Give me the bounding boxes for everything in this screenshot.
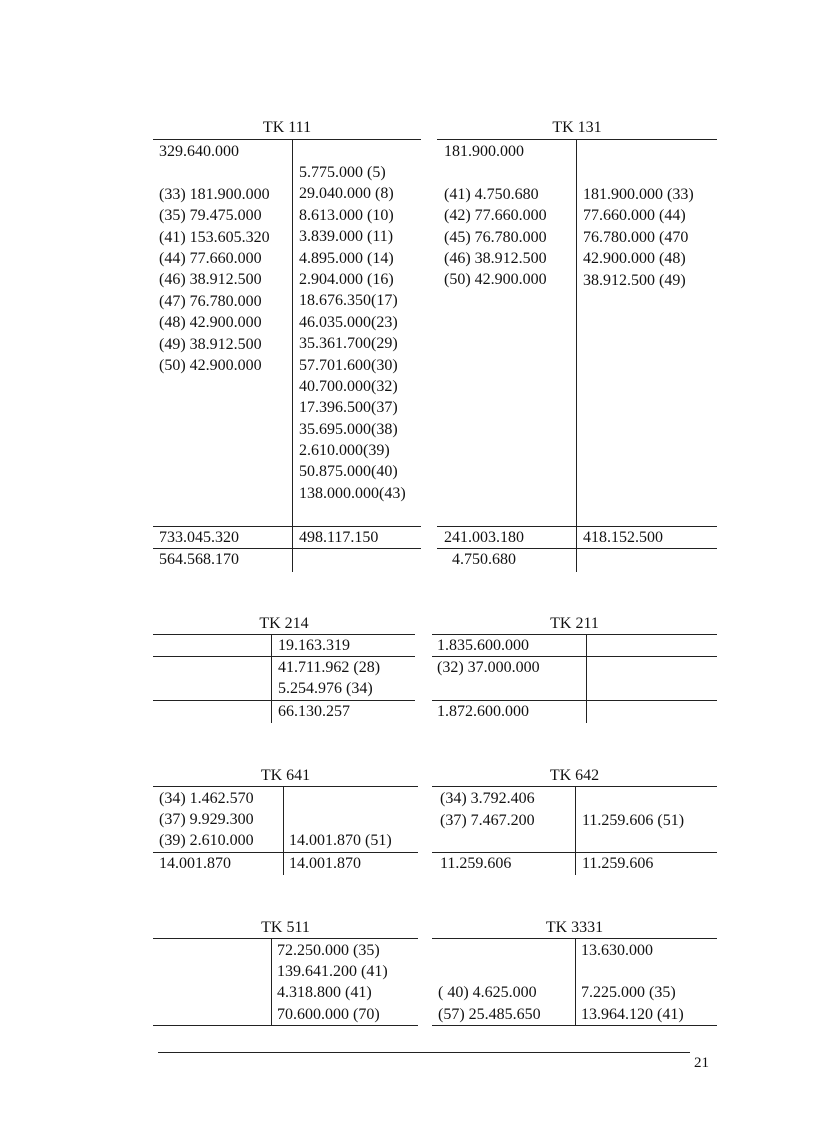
- closing-balance: 1.872.600.000: [437, 703, 529, 720]
- account-tk211: [432, 614, 717, 724]
- total-credit: 418.152.500: [583, 529, 663, 546]
- credit-entry: 8.613.000 (10): [299, 206, 394, 224]
- credit-entry: 5.775.000 (5): [299, 164, 386, 181]
- total-credit: 14.001.870: [289, 855, 361, 872]
- credit-entry: 40.700.000(32): [299, 377, 398, 395]
- header-line: [153, 786, 418, 787]
- account-tk214: [153, 614, 415, 724]
- total-credit: 11.259.606: [582, 855, 654, 872]
- account-tk511: [153, 918, 418, 1028]
- total-debit: 733.045.320: [159, 529, 239, 546]
- debit-entry: (35) 79.475.000: [159, 207, 262, 225]
- opening-balance: 181.900.000: [444, 143, 524, 160]
- credit-entry: 11.259.606 (51): [582, 812, 685, 829]
- header-line: [153, 139, 421, 140]
- credit-entry: 35.695.000(38): [299, 420, 398, 438]
- credit-entry: 18.676.350(17): [299, 292, 398, 310]
- divider-line: [271, 634, 272, 723]
- divider-line: [271, 938, 272, 1025]
- debit-entry: (34) 1.462.570: [159, 790, 254, 807]
- credit-entry: 4.318.800 (41): [277, 984, 372, 1001]
- footer-rule: [158, 1052, 690, 1053]
- debit-entry: (37) 9.929.300: [159, 811, 254, 828]
- credit-entry: 57.701.600(30): [299, 356, 398, 374]
- divider-line: [283, 786, 284, 875]
- account-tk642: [432, 766, 717, 876]
- debit-entry: (46) 38.912.500: [159, 271, 262, 289]
- debit-entry: (47) 76.780.000: [159, 292, 262, 310]
- opening-balance: 19.163.319: [278, 637, 350, 654]
- debit-entry: (46) 38.912.500: [444, 249, 547, 267]
- credit-entry: 70.600.000 (70): [277, 1006, 380, 1023]
- credit-entry: 181.900.000 (33): [583, 186, 694, 203]
- account-tk3331: [432, 918, 717, 1028]
- debit-entry: (37) 7.467.200: [440, 812, 535, 829]
- opening-balance: 1.835.600.000: [437, 637, 529, 654]
- closing-balance: 66.130.257: [278, 703, 350, 720]
- bottom-line: [432, 1025, 717, 1026]
- divider-line: [576, 139, 577, 572]
- opening-balance: 13.630.000: [581, 942, 653, 959]
- page-number: 21: [694, 1055, 709, 1071]
- total-debit: 241.003.180: [444, 529, 524, 546]
- divider-line: [586, 634, 587, 723]
- credit-entry: 13.964.120 (41): [581, 1006, 684, 1023]
- debit-column: [159, 141, 270, 376]
- credit-column: [299, 162, 406, 504]
- credit-entry: 38.912.500 (49): [583, 271, 686, 289]
- credit-entry: 3.839.000 (11): [299, 228, 394, 246]
- debit-entry: (39) 2.610.000: [159, 832, 254, 849]
- account-title: TK 211: [550, 615, 599, 632]
- debit-entry: (41) 4.750.680: [444, 185, 539, 203]
- credit-entry: 46.035.000(23): [299, 313, 398, 331]
- debit-column: [444, 141, 547, 291]
- credit-entry: 139.641.200 (41): [277, 963, 388, 980]
- credit-column: [583, 184, 694, 291]
- debit-entry: (48) 42.900.000: [159, 314, 262, 332]
- debit-entry: (34) 3.792.406: [440, 790, 535, 807]
- total-debit: 14.001.870: [159, 855, 231, 872]
- closing-balance: 564.568.170: [159, 551, 239, 568]
- debit-entry: (50) 42.900.000: [159, 356, 262, 374]
- account-title: TK 3331: [545, 919, 604, 936]
- debit-entry: (41) 153.605.320: [159, 228, 270, 246]
- credit-entry: 7.225.000 (35): [581, 984, 676, 1001]
- account-tk111: [153, 118, 421, 573]
- credit-entry: 2.904.000 (16): [299, 270, 394, 288]
- closing-balance: 4.750.680: [452, 551, 516, 568]
- divider-line: [575, 938, 576, 1025]
- credit-entry: 76.780.000 (470: [583, 228, 689, 246]
- header-line: [437, 139, 717, 140]
- credit-entry: 35.361.700(29): [299, 335, 398, 353]
- account-title: TK 131: [552, 119, 602, 136]
- credit-entry: 17.396.500(37): [299, 399, 398, 417]
- credit-entry: 29.040.000 (8): [299, 185, 394, 203]
- credit-entry: 4.895.000 (14): [299, 249, 394, 267]
- debit-entry: (50) 42.900.000: [444, 271, 547, 289]
- divider-line: [292, 139, 293, 572]
- header-line: [153, 938, 418, 939]
- credit-entry: 50.875.000(40): [299, 463, 398, 481]
- opening-balance: 329.640.000: [159, 143, 239, 160]
- debit-entry: (33) 181.900.000: [159, 185, 270, 203]
- credit-entry: 138.000.000(43): [299, 484, 406, 502]
- debit-entry: (57) 25.485.650: [438, 1006, 541, 1023]
- total-credit: 498.117.150: [299, 529, 379, 546]
- credit-entry: 72.250.000 (35): [277, 942, 380, 959]
- credit-entry: 41.711.962 (28): [278, 659, 381, 676]
- debit-entry: (42) 77.660.000: [444, 207, 547, 225]
- account-tk641: [153, 766, 418, 876]
- credit-entry: 14.001.870 (51): [289, 832, 392, 849]
- account-title: TK 641: [260, 767, 311, 784]
- divider-line: [575, 786, 576, 875]
- total-debit: 11.259.606: [440, 855, 512, 872]
- bottom-line: [153, 1025, 418, 1026]
- debit-entry: (44) 77.660.000: [159, 249, 262, 267]
- account-title: TK 111: [262, 119, 312, 136]
- credit-entry: 42.900.000 (48): [583, 250, 686, 268]
- account-title: TK 214: [259, 615, 309, 632]
- credit-entry: 77.660.000 (44): [583, 207, 686, 225]
- debit-entry: (32) 37.000.000: [437, 659, 540, 676]
- account-title: TK 642: [549, 767, 600, 784]
- credit-entry: 2.610.000(39): [299, 442, 390, 460]
- debit-entry: (45) 76.780.000: [444, 228, 547, 246]
- credit-entry: 5.254.976 (34): [278, 680, 373, 697]
- account-tk131: [437, 118, 717, 573]
- debit-entry: (49) 38.912.500: [159, 335, 262, 353]
- debit-entry: ( 40) 4.625.000: [438, 984, 537, 1001]
- account-title: TK 511: [261, 919, 310, 936]
